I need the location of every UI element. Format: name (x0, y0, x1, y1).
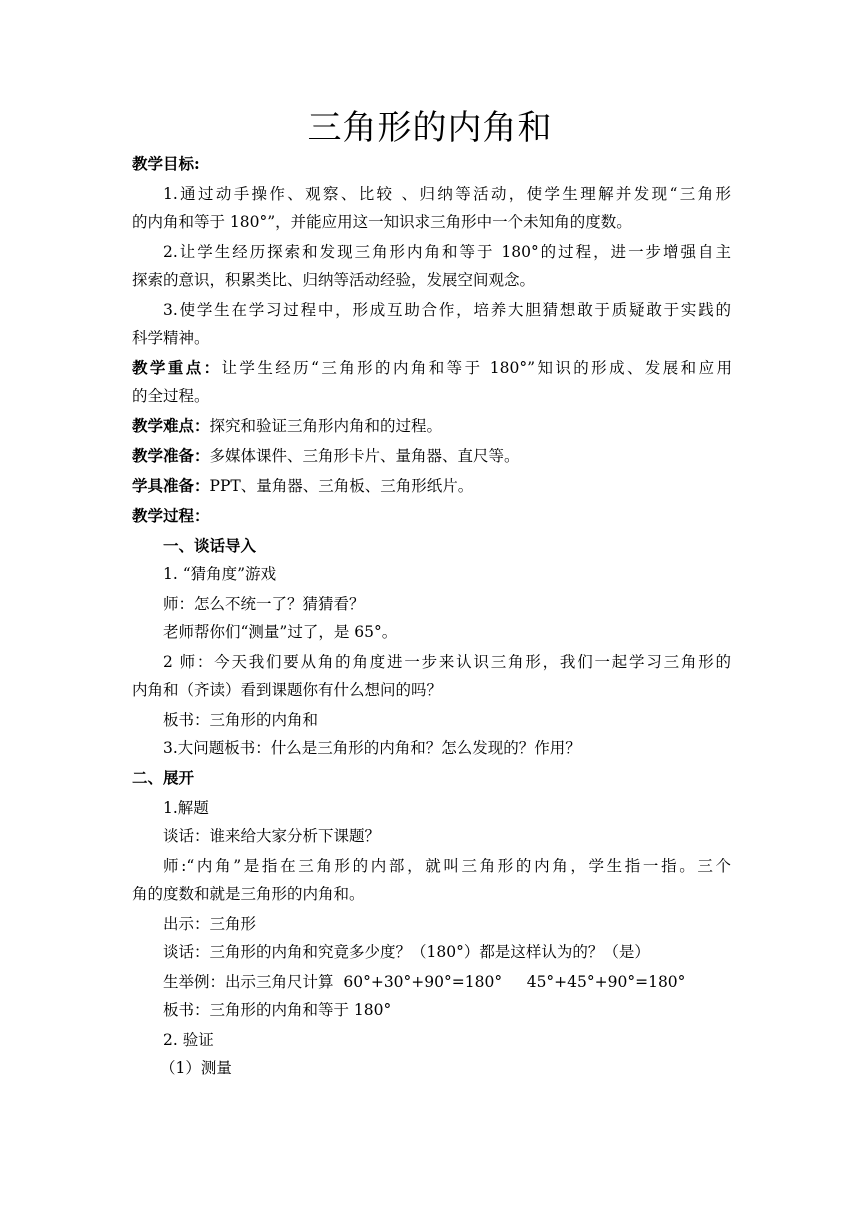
key-point-line-1 (132, 358, 732, 378)
difficulty-label: 教学难点： (132, 416, 210, 435)
process-heading: 教学过程： (132, 506, 210, 525)
section-2-line-3: 师:“内角”是指在三角形的内部，就叫三角形的内角，学生指一指。三个 (163, 857, 731, 875)
key-point-text: 让学生经历“三角形的内角和等于 180°”知识的形成、发展和应用 (221, 359, 732, 377)
section-2-line-8: 板书：三角形的内角和等于 180° (163, 1001, 392, 1019)
section-2-title: 二、展开 (132, 768, 195, 787)
teacher-prep-label: 教学准备： (132, 446, 210, 465)
goal-line-2: 的内角和等于 180°”，并能应用这一知识求三角形中一个未知角的度数。 (132, 213, 632, 231)
key-point-label: 教学重点： (132, 358, 222, 377)
section-2-line-6: 谈话：三角形的内角和究竟多少度？（180°）都是这样认为的？（是） (163, 943, 650, 961)
student-prep-line (132, 476, 732, 496)
section-1-line-4: 2 师：今天我们要从角的角度进一步来认识三角形，我们一起学习三角形的 (163, 653, 731, 671)
teacher-prep-line (132, 446, 732, 466)
section-1-line-3: 老师帮你们“测量”过了，是 65°。 (163, 623, 398, 641)
section-1-line-5: 内角和（齐读）看到课题你有什么想问的吗？ (132, 681, 443, 699)
teacher-prep-text: 多媒体课件、三角形卡片、量角器、直尺等。 (209, 447, 520, 465)
section-2-line-7: 生举例：出示三角尺计算 60°+30°+90°=180° 45°+45°+90°=180° (163, 973, 686, 991)
goal-line-4: 探索的意识，积累类比、归纳等活动经验，发展空间观念。 (132, 271, 536, 289)
section-1-title: 一、谈话导入 (163, 536, 257, 555)
goal-line-5: 3.使学生在学习过程中，形成互助合作，培养大胆猜想敢于质疑敢于实践的 (163, 301, 731, 319)
difficulty-text: 探究和验证三角形内角和的过程。 (209, 417, 443, 435)
student-prep-label: 学具准备： (132, 476, 210, 495)
key-point-line-2: 的全过程。 (132, 387, 210, 405)
section-2-line-1: 1.解题 (163, 799, 209, 817)
goal-line-1: 1.通过动手操作、观察、比较 、归纳等活动，使学生理解并发现“三角形 (163, 185, 731, 203)
section-1-line-1: 1. “猜角度”游戏 (163, 565, 277, 583)
goals-heading: 教学目标: (132, 154, 200, 173)
difficulty-line (132, 416, 732, 436)
section-2-line-4: 角的度数和就是三角形的内角和。 (132, 885, 365, 903)
student-prep-text: PPT、量角器、三角板、三角形纸片。 (209, 477, 474, 495)
goal-line-3: 2.让学生经历探索和发现三角形内角和等于 180°的过程，进一步增强自主 (163, 243, 731, 261)
goal-line-6: 科学精神。 (132, 329, 210, 347)
section-1-line-6: 板书：三角形的内角和 (163, 711, 319, 729)
section-2-line-2: 谈话：谁来给大家分析下课题？ (163, 827, 381, 845)
section-2-line-10: （1）测量 (160, 1059, 232, 1077)
section-2-line-5: 出示：三角形 (163, 915, 257, 933)
section-1-line-7: 3.大问题板书：什么是三角形的内角和？怎么发现的？作用？ (163, 739, 581, 757)
section-1-line-2: 师：怎么不统一了？猜猜看？ (163, 595, 365, 613)
section-2-line-9: 2. 验证 (163, 1031, 214, 1049)
page-title: 三角形的内角和 (307, 108, 553, 148)
